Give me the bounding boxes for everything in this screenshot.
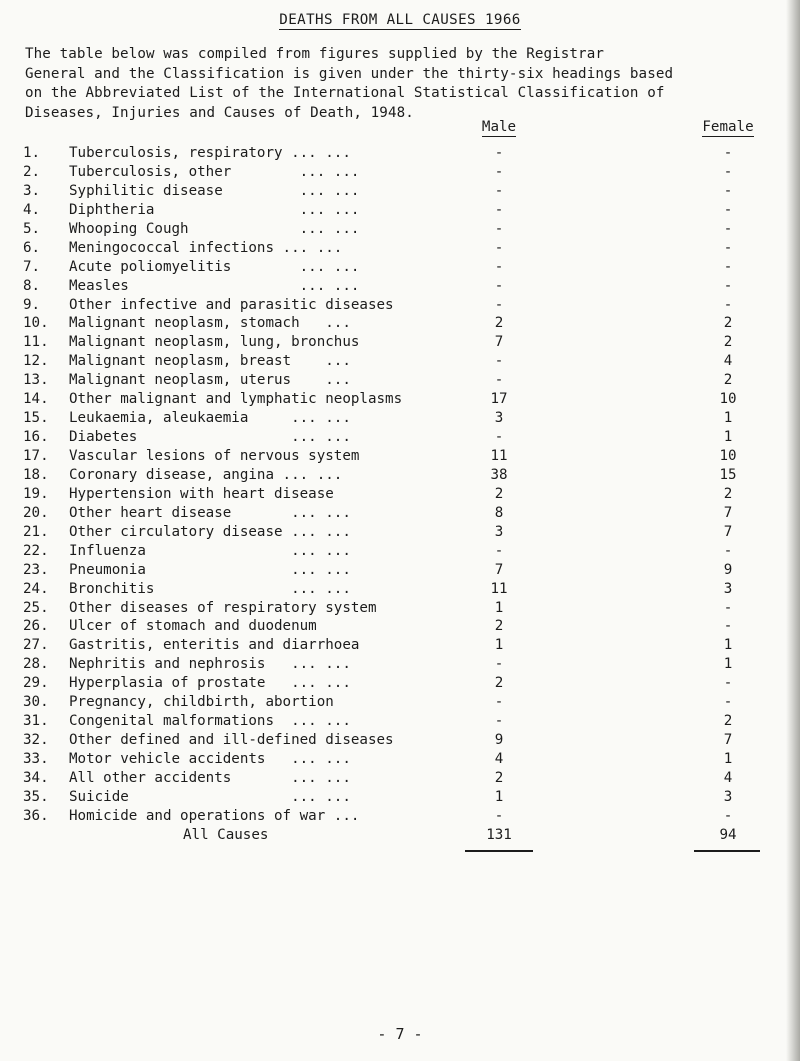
cause-label: Diphtheria ... ... [69, 201, 360, 218]
female-count: 1 [723, 429, 733, 446]
cause-label: Whooping Cough ... ... [69, 220, 360, 237]
cause-label: Hyperplasia of prostate ... ... [69, 675, 351, 692]
row-number: 16. [23, 429, 49, 446]
female-count: - [723, 675, 733, 692]
cause-label: Pneumonia ... ... [69, 561, 351, 578]
table-row [0, 617, 800, 636]
cause-label: Pregnancy, childbirth, abortion [69, 694, 334, 711]
table-row [0, 750, 800, 769]
table-row [0, 523, 800, 542]
male-count: - [494, 182, 504, 199]
male-count: 38 [490, 466, 508, 483]
table-row [0, 258, 800, 277]
cause-label: Influenza ... ... [69, 542, 351, 559]
female-count: - [723, 163, 733, 180]
table-row [0, 731, 800, 750]
row-number: 14. [23, 391, 49, 408]
male-count: 7 [494, 334, 504, 351]
cause-label: Bronchitis ... ... [69, 580, 351, 597]
row-number: 9. [23, 296, 41, 313]
table-row [0, 712, 800, 731]
row-number: 35. [23, 788, 49, 805]
row-number: 8. [23, 277, 41, 294]
row-number: 22. [23, 542, 49, 559]
female-count: 3 [723, 580, 733, 597]
table-row [0, 182, 800, 201]
cause-label: Congenital malformations ... ... [69, 713, 351, 730]
total-male: 131 [486, 827, 512, 843]
male-count: 2 [494, 769, 504, 786]
cause-label: Leukaemia, aleukaemia ... ... [69, 410, 351, 427]
row-number: 6. [23, 239, 41, 256]
table-row [0, 636, 800, 655]
table-row [0, 807, 800, 826]
female-count: - [723, 201, 733, 218]
row-number: 12. [23, 353, 49, 370]
cause-label: Tuberculosis, respiratory ... ... [69, 145, 351, 161]
row-number: 31. [23, 713, 49, 730]
cause-label: Malignant neoplasm, stomach ... [69, 315, 351, 332]
female-count: 1 [723, 637, 733, 654]
female-count: - [723, 599, 733, 616]
female-count: 7 [723, 732, 733, 749]
causes-table [0, 144, 800, 826]
row-number: 25. [23, 599, 49, 616]
row-number: 18. [23, 466, 49, 483]
male-count: 17 [490, 391, 508, 408]
total-female-underline [694, 850, 760, 852]
female-count: 10 [719, 448, 737, 464]
intro-paragraph: The table below was compiled from figures supplied by the Registrar General and the Classification is given under the thirty-six headings based on the Abbreviated List of the International Statistical Classification of Diseases, Injuries and Causes of Death, 1948. [25, 46, 674, 121]
male-count: 8 [494, 504, 504, 521]
female-count: 2 [723, 372, 733, 389]
cause-label: Malignant neoplasm, breast ... [69, 353, 351, 370]
row-number: 26. [23, 618, 49, 635]
cause-label: Homicide and operations of war ... [69, 807, 360, 824]
row-number: 21. [23, 523, 49, 540]
female-count: 2 [723, 485, 733, 502]
cause-label: Suicide ... ... [69, 788, 351, 805]
female-count: - [723, 182, 733, 199]
male-count: - [494, 163, 504, 180]
female-count: 2 [723, 315, 733, 332]
table-row [0, 277, 800, 296]
female-count: 1 [723, 656, 733, 673]
table-row [0, 390, 800, 409]
column-header-female: Female [702, 119, 754, 135]
table-row [0, 693, 800, 712]
cause-label: Nephritis and nephrosis ... ... [69, 656, 351, 673]
row-number: 36. [23, 807, 49, 824]
male-count: - [494, 296, 504, 313]
row-number: 7. [23, 258, 41, 275]
row-number: 15. [23, 410, 49, 427]
table-row [0, 371, 800, 390]
table-row [0, 561, 800, 580]
total-label: All Causes [183, 827, 269, 843]
female-count: 7 [723, 523, 733, 540]
female-count: - [723, 239, 733, 256]
male-count: 2 [494, 675, 504, 692]
row-number: 13. [23, 372, 49, 389]
male-count: - [494, 239, 504, 256]
cause-label: Other diseases of respiratory system [69, 599, 377, 616]
male-count: - [494, 807, 504, 824]
female-count: 7 [723, 504, 733, 521]
cause-label: Coronary disease, angina ... ... [69, 466, 343, 483]
male-count: 1 [494, 788, 504, 805]
male-count: - [494, 258, 504, 275]
table-row [0, 163, 800, 182]
table-row [0, 239, 800, 258]
female-count: 10 [719, 391, 737, 408]
table-row [0, 655, 800, 674]
row-number: 24. [23, 580, 49, 597]
table-row [0, 788, 800, 807]
female-count: 9 [723, 561, 733, 578]
male-count: 4 [494, 751, 504, 767]
cause-label: Motor vehicle accidents ... ... [69, 751, 351, 767]
table-row [0, 769, 800, 788]
cause-label: Meningococcal infections ... ... [69, 239, 343, 256]
table-row [0, 485, 800, 504]
page-number: - 7 - [377, 1025, 423, 1043]
female-count: 15 [719, 466, 737, 483]
cause-label: Other defined and ill-defined diseases [69, 732, 394, 749]
male-count: 2 [494, 315, 504, 332]
female-count: - [723, 258, 733, 275]
table-row [0, 466, 800, 485]
table-row [0, 220, 800, 239]
table-row [0, 674, 800, 693]
male-count: - [494, 220, 504, 237]
male-count: - [494, 277, 504, 294]
male-count: - [494, 694, 504, 711]
female-count: - [723, 618, 733, 635]
table-row [0, 409, 800, 428]
table-row [0, 352, 800, 371]
table-row [0, 314, 800, 333]
male-count: 7 [494, 561, 504, 578]
male-count: - [494, 429, 504, 446]
female-count: - [723, 542, 733, 559]
table-row [0, 201, 800, 220]
female-count: 2 [723, 713, 733, 730]
table-row [0, 542, 800, 561]
female-count: 4 [723, 769, 733, 786]
male-count: 3 [494, 523, 504, 540]
male-count: - [494, 713, 504, 730]
row-number: 4. [23, 201, 41, 218]
table-row [0, 599, 800, 618]
female-count: 1 [723, 410, 733, 427]
female-count: 2 [723, 334, 733, 351]
female-count: - [723, 277, 733, 294]
male-count: 11 [490, 448, 508, 464]
table-row [0, 504, 800, 523]
female-count: - [723, 220, 733, 237]
cause-label: All other accidents ... ... [69, 769, 351, 786]
total-female: 94 [719, 827, 737, 843]
female-count: 3 [723, 788, 733, 805]
cause-label: Other infective and parasitic diseases [69, 296, 394, 313]
row-number: 20. [23, 504, 49, 521]
cause-label: Malignant neoplasm, lung, bronchus [69, 334, 360, 351]
row-number: 10. [23, 315, 49, 332]
column-header-male: Male [481, 119, 517, 135]
male-count: - [494, 201, 504, 218]
row-number: 30. [23, 694, 49, 711]
cause-label: Tuberculosis, other ... ... [69, 163, 360, 180]
female-count: 1 [723, 751, 733, 767]
row-number: 2. [23, 163, 41, 180]
row-number: 11. [23, 334, 49, 351]
page-heading-text: DEATHS FROM ALL CAUSES 1966 [279, 12, 521, 28]
table-row [0, 333, 800, 352]
female-count: - [723, 694, 733, 711]
male-count: - [494, 542, 504, 559]
cause-label: Measles ... ... [69, 277, 360, 294]
male-count: 9 [494, 732, 504, 749]
female-count: - [723, 145, 733, 161]
row-number: 5. [23, 220, 41, 237]
row-number: 33. [23, 751, 49, 767]
cause-label: Diabetes ... ... [69, 429, 351, 446]
male-count: 1 [494, 599, 504, 616]
row-number: 28. [23, 656, 49, 673]
row-number: 19. [23, 485, 49, 502]
cause-label: Vascular lesions of nervous system [69, 448, 360, 464]
table-row [0, 580, 800, 599]
male-count: - [494, 656, 504, 673]
cause-label: Other circulatory disease ... ... [69, 523, 351, 540]
female-count: - [723, 296, 733, 313]
female-count: 4 [723, 353, 733, 370]
male-count: - [494, 145, 504, 161]
male-count: - [494, 353, 504, 370]
total-row [0, 827, 800, 847]
male-count: - [494, 372, 504, 389]
row-number: 17. [23, 448, 49, 464]
male-count: 3 [494, 410, 504, 427]
table-row [0, 447, 800, 466]
cause-label: Gastritis, enteritis and diarrhoea [69, 637, 360, 654]
male-count: 2 [494, 618, 504, 635]
row-number: 3. [23, 182, 41, 199]
row-number: 29. [23, 675, 49, 692]
male-count: 2 [494, 485, 504, 502]
cause-label: Hypertension with heart disease [69, 485, 334, 502]
row-number: 27. [23, 637, 49, 654]
cause-label: Acute poliomyelitis ... ... [69, 258, 360, 275]
cause-label: Other malignant and lymphatic neoplasms [69, 391, 403, 408]
cause-label: Other heart disease ... ... [69, 504, 351, 521]
row-number: 34. [23, 769, 49, 786]
row-number: 23. [23, 561, 49, 578]
total-male-underline [465, 850, 533, 852]
row-number: 1. [23, 145, 41, 161]
row-number: 32. [23, 732, 49, 749]
page-heading [0, 12, 800, 28]
cause-label: Syphilitic disease ... ... [69, 182, 360, 199]
table-row [0, 428, 800, 447]
cause-label: Ulcer of stomach and duodenum [69, 618, 317, 635]
male-count: 11 [490, 580, 508, 597]
female-count: - [723, 807, 733, 824]
cause-label: Malignant neoplasm, uterus ... [69, 372, 351, 389]
male-count: 1 [494, 637, 504, 654]
table-row [0, 144, 800, 163]
table-row [0, 296, 800, 315]
